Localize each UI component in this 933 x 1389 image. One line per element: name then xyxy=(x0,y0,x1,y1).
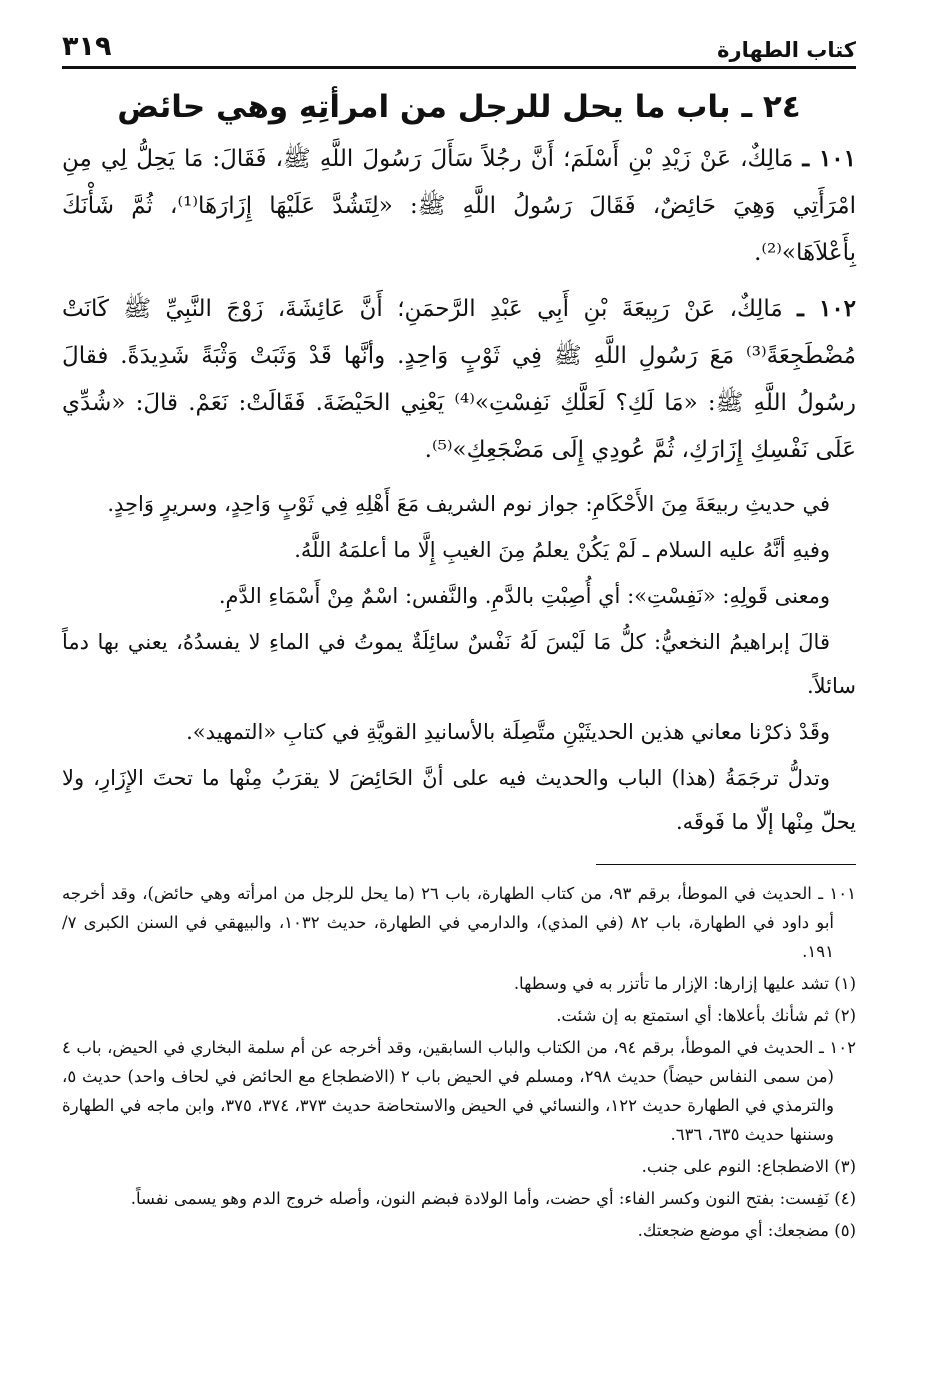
commentary-paragraph: وتدلُّ ترجَمَةُ (هذا) الباب والحديث فيه على أنَّ الحَائِضَ لا يقرَبُ مِنْها ما تحتَ الإِزَارِ، ولا يحلّ مِنْها إلّا ما فَوقَه. xyxy=(62,766,856,834)
commentary-paragraph: وفيهِ أنَّهُ عليه السلام ـ لَمْ يَكُنْ يعلمُ مِنَ الغيبِ إِلَّا ما أعلمَهُ اللَّهُ. xyxy=(294,538,830,562)
footnote: (٥) مضجعك: أي موضع ضجعتك. xyxy=(637,1221,856,1240)
book-page xyxy=(62,18,856,1248)
commentary-paragraph: في حديثِ ربيعَةَ مِنَ الأَحْكَامِ: جواز نوم الشريف مَعَ أَهْلِهِ فِي ثَوْبٍ وَاحِدٍ، وسريرٍ وَاحِدٍ. xyxy=(107,492,830,516)
chapter-title: ٢٤ ـ باب ما يحل للرجل من امرأتِهِ وهي حائض xyxy=(117,89,801,125)
hadith-101 xyxy=(62,135,856,277)
running-header xyxy=(62,18,856,69)
hadith-number: ١٠١ ـ xyxy=(802,145,856,172)
footnote-separator xyxy=(596,864,856,865)
footnote: (٤) نَفِست: بفتح النون وكسر الفاء: أي حضت، وأما الولادة فبضم النون، وأصله خروج الدم وهو يسمى نفساً. xyxy=(130,1189,856,1208)
footnote-separator-wrap xyxy=(62,864,856,865)
commentary-paragraph: وقَدْ ذكرْنا معاني هذين الحديثَيْنِ متَّصِلَة بالأسانيدِ القويَّةِ في كتابِ «التمهيد». xyxy=(186,720,830,744)
hadith-text: مَالِكٌ، عَنْ زَيْدِ بْنِ أَسْلَمَ؛ أَنَّ رجُلاً سَأَلَ رَسُولَ اللَّهِ ﷺ، فَقَالَ: مَا يَحِلُّ لِي مِنِ امْرَأَتِي وَهِيَ حَائِضٌ، فَقَالَ رَسُولُ اللَّهِ ﷺ: «لِتَشُدَّ عَلَيْهَا إِزَارَهَا⁽¹⁾، ثُمَّ شَأْنَكَ بِأَعْلاَهَا»⁽²⁾. xyxy=(62,146,856,266)
footnote: (٢) ثم شأنك بأعلاها: أي استمتع به إن شئت. xyxy=(556,1006,856,1025)
commentary-paragraph: ومعنى قَولِهِ: «نَفِسْتِ»: أي أُصِبْتِ بالدَّمِ. والنَّفس: اسْمٌ مِنْ أَسْمَاءِ الدَّمِ. xyxy=(218,584,830,608)
footnote: (٣) الاضطجاع: النوم على جنب. xyxy=(641,1157,856,1176)
footnote: (١) تشد عليها إزارها: الإزار ما تأتزر به في وسطها. xyxy=(513,974,856,993)
page-number: ٣١٩ xyxy=(62,31,112,62)
footnote: ١٠٢ ـ الحديث في الموطأ، برقم ٩٤، من الكتاب والباب السابقين، وقد أخرجه عن أم سلمة البخاري في الحيض، باب ٤ (من سمى النفاس حيضاً) حديث ٢٩٨، ومسلم في الحيض باب ٢ (الاضطجاع مع الحائض في لحاف واحد) حديث ٥، والترمذي في الطهارة حديث ١٢٢، والنسائي في الحيض والاستحاضة حديث ٣٧٣، ٣٧٤، ٣٧٥، وابن ماجه في الطهارة وسننها حديث ٦٣٥، ٦٣٦. xyxy=(62,1038,856,1144)
book-title: كتاب الطهارة xyxy=(717,38,856,62)
hadith-text: مَالِكٌ، عَنْ رَبِيعَةَ بْنِ أَبِي عَبْدِ الرَّحمَنِ؛ أَنَّ عَائِشَةَ، زَوْجَ النَّبِيِّ ﷺ كَانَتْ مُضْطَجِعَةً⁽³⁾ مَعَ رَسُولِ اللَّهِ ﷺ فِي ثَوْبٍ وَاحِدٍ. وأنَّها قَدْ وَثَبَتْ وَثْبَةً شَدِيدَةً. فقالَ رسُولُ اللَّهِ ﷺ: «مَا لَكِ؟ لَعَلَّكِ نَفِسْتِ»⁽⁴⁾ يَعْنِي الحَيْضَةَ. فَقَالَتْ: نَعَمْ. قالَ: «شُدِّي عَلَى نَفْسِكِ إِزَارَكِ، ثُمَّ عُودِي إِلَى مَضْجَعِكِ»⁽⁵⁾. xyxy=(62,296,856,463)
hadith-number: ١٠٢ ـ xyxy=(797,295,857,322)
commentary-paragraph: قالَ إبراهيمُ النخعيُّ: كلُّ مَا لَيْسَ لَهُ نَفْسٌ سائِلَةٌ يموتُ في الماءِ لا يفسدُهُ، يعني بها دماً سائلاً. xyxy=(62,630,856,698)
hadith-102 xyxy=(62,285,856,474)
footnote: ١٠١ ـ الحديث في الموطأ، برقم ٩٣، من كتاب الطهارة، باب ٢٦ (ما يحل للرجل من امرأته وهي حائض)، وقد أخرجه أبو داود في الطهارة، باب ٨٢ (في المذي)، والدارمي في الطهارة، حديث ١٠٣٢، والبيهقي في السنن الكبرى ٧/ ١٩١. xyxy=(62,884,857,961)
